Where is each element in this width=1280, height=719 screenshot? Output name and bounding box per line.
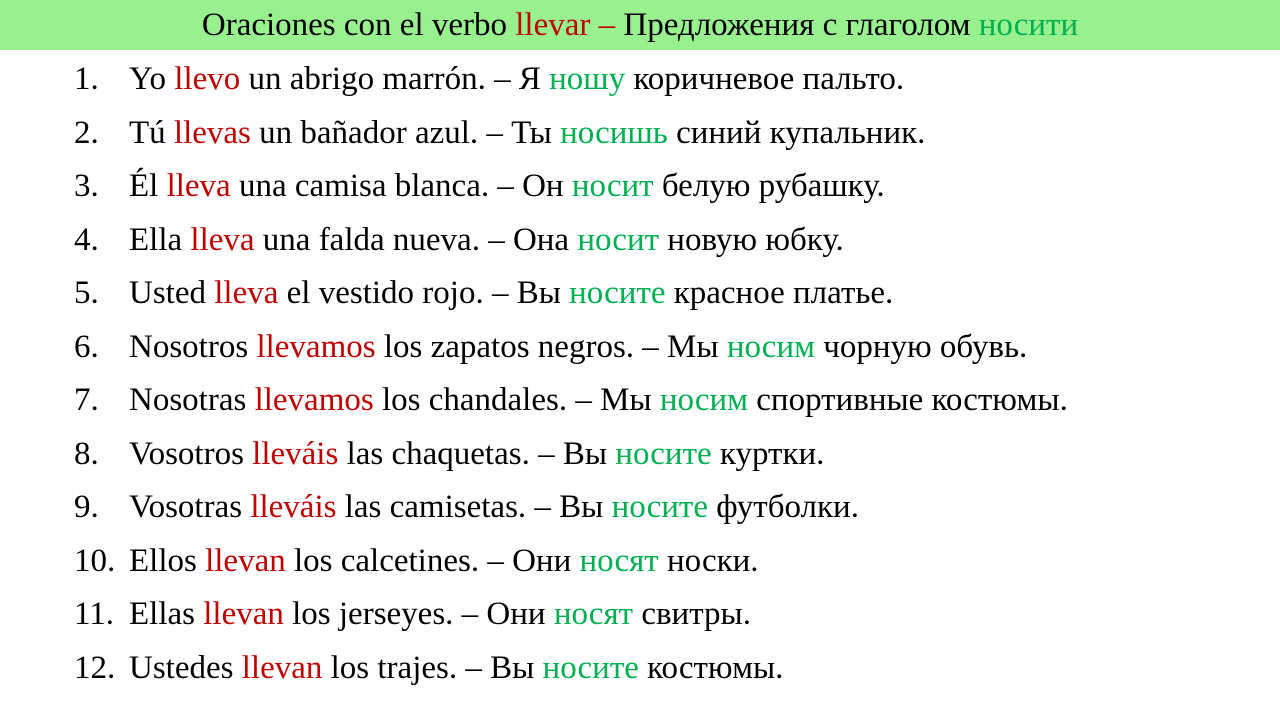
russian-verb: носим bbox=[659, 382, 749, 418]
russian-verb: носим bbox=[726, 328, 815, 365]
sentence-text bbox=[129, 481, 859, 535]
sentence-text bbox=[129, 642, 783, 696]
russian-verb: носит bbox=[571, 168, 654, 204]
spanish-verb: llevan bbox=[205, 542, 286, 579]
sentence-middle: los calcetines. – Они bbox=[285, 542, 580, 579]
russian-verb: носит bbox=[577, 221, 660, 258]
sentence-text bbox=[129, 267, 893, 321]
spanish-verb: lleváis bbox=[250, 489, 337, 525]
sentence-number: 2. bbox=[74, 114, 99, 151]
sentence-item bbox=[0, 535, 1280, 589]
spanish-verb: lleva bbox=[190, 221, 255, 258]
sentence-item bbox=[0, 481, 1280, 535]
sentence-spanish-subject: Nosotros bbox=[129, 328, 257, 365]
spanish-verb: lleva bbox=[166, 168, 231, 204]
sentence-item bbox=[0, 160, 1280, 214]
sentence-item bbox=[0, 588, 1280, 642]
sentence-number: 1. bbox=[74, 61, 99, 97]
sentence-middle: un bañador azul. – Ты bbox=[250, 114, 561, 151]
sentence-spanish-subject: Vosotros bbox=[129, 435, 253, 472]
sentence-number: 10. bbox=[74, 542, 116, 579]
sentence-spanish-subject: Ella bbox=[129, 221, 191, 258]
sentence-russian-rest: носки. bbox=[658, 542, 759, 579]
sentence-middle: los chandales. – Мы bbox=[373, 382, 660, 418]
sentence-russian-rest: куртки. bbox=[711, 435, 825, 472]
russian-verb: носите bbox=[542, 649, 639, 686]
spanish-verb: llevan bbox=[203, 596, 284, 632]
sentence-spanish-subject: Vosotras bbox=[129, 489, 251, 525]
sentence-text bbox=[129, 214, 844, 268]
sentence-middle: los zapatos negros. – Мы bbox=[375, 328, 727, 365]
sentence-middle: las camisetas. – Вы bbox=[336, 489, 612, 525]
sentence-spanish-subject: Yo bbox=[129, 61, 175, 97]
sentence-item bbox=[0, 428, 1280, 482]
sentence-middle: las chaquetas. – Вы bbox=[338, 435, 616, 472]
russian-verb: носите bbox=[611, 489, 708, 525]
sentence-middle: los jerseyes. – Они bbox=[283, 596, 554, 632]
sentence-text bbox=[129, 428, 824, 482]
spanish-verb: llevamos bbox=[256, 328, 376, 365]
sentence-russian-rest: белую рубашку. bbox=[653, 168, 885, 204]
russian-verb: ношу bbox=[549, 61, 626, 97]
russian-verb: носите bbox=[615, 435, 712, 472]
sentence-number: 5. bbox=[74, 275, 99, 311]
sentence-spanish-subject: Ellos bbox=[129, 542, 206, 579]
sentence-text bbox=[129, 374, 1068, 428]
sentence-russian-rest: футболки. bbox=[707, 489, 859, 525]
sentence-text bbox=[129, 160, 885, 214]
spanish-verb: llevan bbox=[241, 649, 323, 686]
sentence-item bbox=[0, 374, 1280, 428]
sentence-russian-rest: синий купальник. bbox=[667, 114, 926, 151]
title-verb-es: llevar – bbox=[515, 7, 616, 43]
sentence-number: 8. bbox=[74, 435, 99, 472]
spanish-verb: lleva bbox=[214, 275, 279, 311]
sentence-russian-rest: чорную обувь. bbox=[814, 328, 1028, 365]
sentence-middle: una falda nueva. – Она bbox=[254, 221, 578, 258]
sentence-spanish-subject: Tú bbox=[129, 114, 174, 151]
sentence-russian-rest: коричневое пальто. bbox=[625, 61, 905, 97]
sentence-text bbox=[129, 588, 751, 642]
sentence-text bbox=[129, 535, 759, 589]
sentence-item bbox=[0, 214, 1280, 268]
sentence-spanish-subject: Él bbox=[129, 168, 167, 204]
sentence-spanish-subject: Ustedes bbox=[129, 649, 242, 686]
sentence-item bbox=[0, 321, 1280, 375]
sentence-item bbox=[0, 642, 1280, 696]
sentence-spanish-subject: Ellas bbox=[129, 596, 204, 632]
title-text-es: Oraciones con el verbo bbox=[201, 7, 516, 43]
sentence-middle: el vestido rojo. – Вы bbox=[278, 275, 570, 311]
sentence-number: 3. bbox=[74, 168, 99, 204]
sentence-text bbox=[129, 53, 904, 107]
sentence-number: 6. bbox=[74, 328, 99, 365]
sentence-number: 12. bbox=[74, 649, 116, 686]
sentence-list bbox=[0, 53, 1280, 695]
sentence-russian-rest: свитры. bbox=[633, 596, 751, 632]
sentence-spanish-subject: Nosotras bbox=[129, 382, 255, 418]
sentence-text bbox=[129, 107, 925, 161]
sentence-middle: un abrigo marrón. – Я bbox=[240, 61, 550, 97]
sentence-russian-rest: спортивные костюмы. bbox=[748, 382, 1068, 418]
title-verb-ru: носити bbox=[978, 7, 1079, 43]
slide-title bbox=[0, 0, 1280, 50]
sentence-number: 4. bbox=[74, 221, 99, 258]
sentence-text bbox=[129, 321, 1027, 375]
spanish-verb: llevo bbox=[174, 61, 241, 97]
sentence-item bbox=[0, 53, 1280, 107]
sentence-number: 11. bbox=[74, 596, 115, 632]
sentence-spanish-subject: Usted bbox=[129, 275, 215, 311]
sentence-number: 9. bbox=[74, 489, 99, 525]
sentence-russian-rest: красное платье. bbox=[665, 275, 894, 311]
russian-verb: носите bbox=[569, 275, 666, 311]
sentence-middle: los trajes. – Вы bbox=[322, 649, 543, 686]
sentence-russian-rest: костюмы. bbox=[638, 649, 784, 686]
sentence-russian-rest: новую юбку. bbox=[659, 221, 844, 258]
sentence-number: 7. bbox=[74, 382, 99, 418]
russian-verb: носят bbox=[579, 542, 659, 579]
russian-verb: носят bbox=[553, 596, 634, 632]
russian-verb: носишь bbox=[560, 114, 668, 151]
spanish-verb: llevas bbox=[173, 114, 251, 151]
sentence-item bbox=[0, 107, 1280, 161]
spanish-verb: llevamos bbox=[254, 382, 374, 418]
sentence-item bbox=[0, 267, 1280, 321]
spanish-verb: lleváis bbox=[252, 435, 339, 472]
sentence-middle: una camisa blanca. – Он bbox=[230, 168, 572, 204]
title-text-ru: Предложения с глаголом bbox=[615, 7, 979, 43]
